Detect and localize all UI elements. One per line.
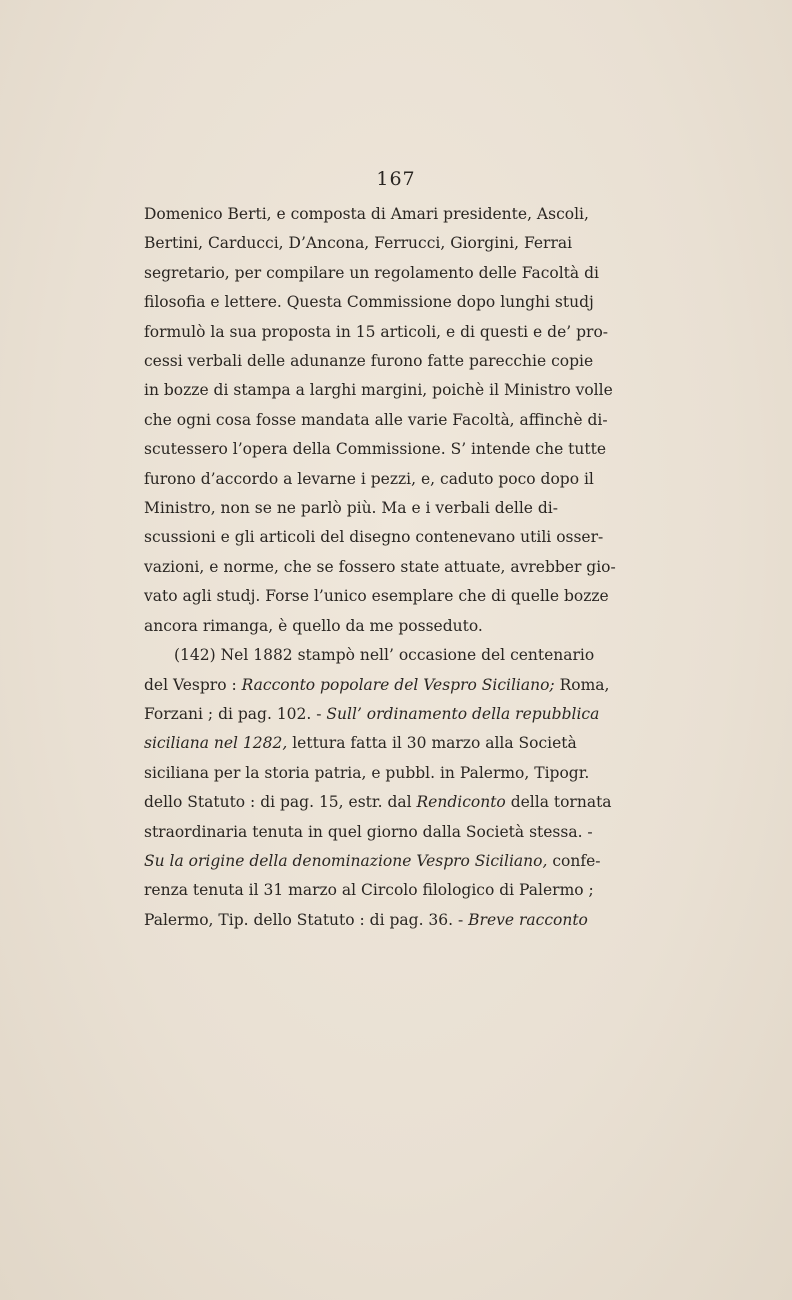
text-line: scutessero l’opera della Commissione. S’ intende che tutte bbox=[144, 440, 607, 459]
text-line: in bozze di stampa a larghi margini, poichè il Ministro volle bbox=[144, 381, 613, 400]
text-line bbox=[144, 729, 646, 758]
italic-title: Sull’ ordinamento della repubblica bbox=[326, 704, 600, 723]
text-line: formulò la sua proposta in 15 articoli, e di questi e de’ pro- bbox=[144, 322, 609, 341]
page-number: 167 bbox=[376, 168, 416, 190]
text-line: segretario, per compilare un regolamento delle Facoltà di bbox=[144, 263, 599, 282]
text-line: cessi verbali delle adunanze furono fatte parecchie copie bbox=[144, 352, 594, 371]
text-line: renza tenuta il 31 marzo al Circolo filologico di Palermo ; bbox=[144, 881, 594, 900]
text-line: vazioni, e norme, che se fossero state attuate, avrebber gio- bbox=[144, 557, 616, 576]
italic-title: Rendiconto bbox=[416, 793, 506, 812]
text-line bbox=[144, 906, 646, 935]
italic-title: siciliana nel 1282, bbox=[144, 734, 288, 753]
text-line: furono d’accordo a levarne i pezzi, e, caduto poco dopo il bbox=[144, 469, 594, 488]
footnote-142 bbox=[144, 641, 646, 935]
text-line bbox=[144, 788, 646, 817]
paragraph-continuation bbox=[144, 200, 646, 641]
text-span: dello Statuto : di pag. 15, estr. dal bbox=[144, 793, 417, 812]
text-line: scussioni e gli articoli del disegno contenevano utili osser- bbox=[144, 528, 604, 547]
text-span: Roma, bbox=[554, 675, 610, 694]
text-span: Forzani ; di pag. 102. - bbox=[144, 704, 327, 723]
italic-title: Racconto popolare del Vespro Siciliano; bbox=[241, 675, 555, 694]
text-line bbox=[144, 847, 646, 876]
page-text bbox=[144, 200, 646, 935]
text-line bbox=[144, 671, 646, 700]
text-line: straordinaria tenuta in quel giorno dalla Società stessa. - bbox=[144, 822, 593, 841]
text-line: Bertini, Carducci, D’Ancona, Ferrucci, Giorgini, Ferrai bbox=[144, 234, 573, 253]
text-span: della tornata bbox=[505, 793, 612, 812]
text-line: Ministro, non se ne parlò più. Ma e i verbali delle di- bbox=[144, 499, 559, 518]
text-line: vato agli studj. Forse l’unico esemplare che di quelle bozze bbox=[144, 587, 609, 606]
italic-title: Breve racconto bbox=[468, 910, 588, 929]
text-line bbox=[144, 700, 646, 729]
text-line: ancora rimanga, è quello da me posseduto. bbox=[144, 616, 483, 635]
text-line: filosofia e lettere. Questa Commissione dopo lunghi studj bbox=[144, 293, 594, 312]
text-span: del Vespro : bbox=[144, 675, 242, 694]
text-line: che ogni cosa fosse mandata alle varie Facoltà, affinchè di- bbox=[144, 410, 608, 429]
text-span: confe- bbox=[547, 851, 601, 870]
text-span: lettura fatta il 30 marzo alla Società bbox=[287, 734, 577, 753]
text-line: siciliana per la storia patria, e pubbl. in Palermo, Tipogr. bbox=[144, 763, 590, 782]
text-line: Domenico Berti, e composta di Amari presidente, Ascoli, bbox=[144, 205, 589, 223]
text-span: Palermo, Tip. dello Statuto : di pag. 36. - bbox=[144, 910, 469, 929]
italic-title: Su la origine della denominazione Vespro Siciliano, bbox=[144, 851, 548, 870]
text-line: (142) Nel 1882 stampò nell’ occasione del centenario bbox=[174, 646, 595, 665]
